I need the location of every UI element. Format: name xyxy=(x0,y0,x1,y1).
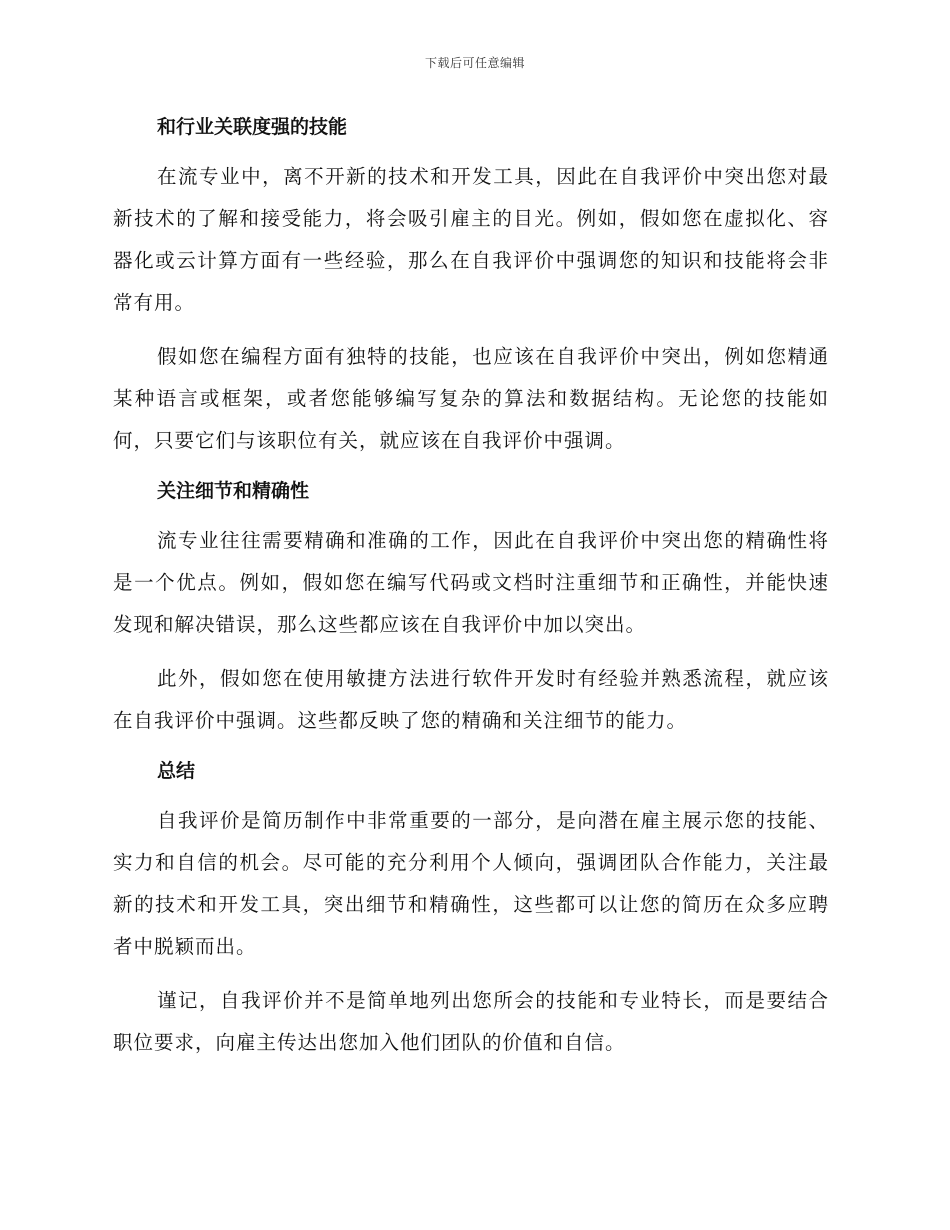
document-body xyxy=(113,110,829,1076)
paragraph: 流专业往往需要精确和准确的工作，因此在自我评价中突出您的精确性将是一个优点。例如，假如您在编写代码或文档时注重细节和正确性，并能快速发现和解决错误，那么这些都应该在自我评价中加以突出。 xyxy=(113,529,829,636)
section-heading: 总结 xyxy=(157,760,196,782)
paragraph: 假如您在编程方面有独特的技能，也应该在自我评价中突出，例如您精通某种语言或框架，或者您能够编写复杂的算法和数据结构。无论您的技能如何，只要它们与该职位有关，就应该在自我评价中强调。 xyxy=(113,345,829,452)
section-heading: 和行业关联度强的技能 xyxy=(157,116,348,138)
page-header: 下载后可任意编辑 xyxy=(424,56,525,70)
paragraph: 自我评价是简历制作中非常重要的一部分，是向潜在雇主展示您的技能、实力和自信的机会。尽可能的充分利用个人倾向，强调团队合作能力，关注最新的技术和开发工具，突出细节和精确性，这些都可以让您的简历在众多应聘者中脱颖而出。 xyxy=(113,809,829,958)
section-heading: 关注细节和精确性 xyxy=(157,480,310,502)
paragraph: 谨记，自我评价并不是简单地列出您所会的技能和专业特长，而是要结合职位要求，向雇主传达出您加入他们团队的价值和自信。 xyxy=(113,989,829,1054)
paragraph: 在流专业中，离不开新的技术和开发工具，因此在自我评价中突出您对最新技术的了解和接受能力，将会吸引雇主的目光。例如，假如您在虚拟化、容器化或云计算方面有一些经验，那么在自我评价中强调您的知识和技能将会非常有用。 xyxy=(113,165,829,314)
paragraph: 此外，假如您在使用敏捷方法进行软件开发时有经验并熟悉流程，就应该在自我评价中强调。这些都反映了您的精确和关注细节的能力。 xyxy=(113,667,829,732)
